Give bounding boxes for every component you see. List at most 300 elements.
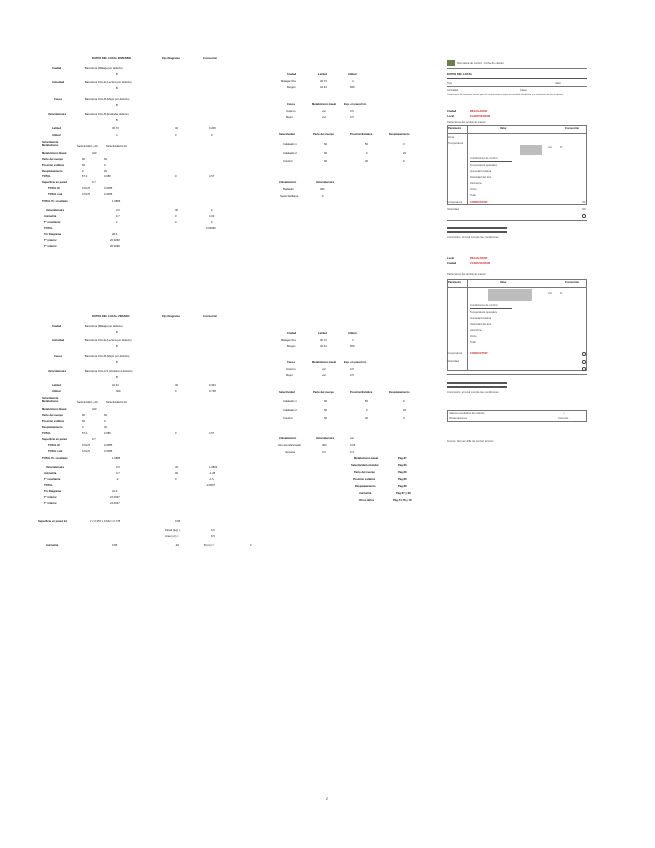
form-cell: Condiciones de confort — [470, 304, 498, 307]
section2-heading: DATOS DEL LOCAL VERANO — [92, 315, 130, 318]
form-line: Tipo — [447, 82, 453, 85]
cell: Málaga Orta — [281, 80, 296, 83]
row-value: 0 — [175, 215, 177, 218]
cell: 20 — [403, 152, 406, 155]
row-value: 0.0085 — [104, 444, 113, 447]
row-value: 60 — [82, 158, 85, 161]
col-header: Latitud — [318, 332, 327, 335]
cell: 929 — [350, 86, 355, 89]
row-value: 90 — [175, 472, 178, 475]
cell: 36.73 — [320, 339, 327, 342]
row-value: 0.0085 — [104, 193, 113, 196]
form-cell: Otros — [470, 188, 477, 191]
row-value: 4.57 — [209, 432, 215, 435]
col-header: Velocidad aire — [316, 181, 335, 184]
col-header: Latitud — [318, 73, 327, 76]
row-value: -1.5 — [209, 478, 214, 481]
row-value: -0.0067 — [206, 484, 216, 487]
bottom-val: 0.6 — [211, 529, 215, 532]
cell: 0 — [403, 143, 405, 146]
cell: Radiador — [283, 188, 294, 191]
form-cell: Otros — [470, 335, 477, 338]
row-label: TOTAL — [42, 175, 51, 178]
cell: 60 — [324, 160, 327, 163]
cell: 0 — [366, 409, 368, 412]
row-label: T° interior — [44, 245, 57, 248]
cell: 50 — [365, 143, 368, 146]
cell: 60 — [324, 152, 327, 155]
col-header: Posición/Estática — [350, 391, 373, 394]
form-red-label: CLIMATIZADOR — [470, 262, 491, 265]
row-value: Selectividad A Alt. — [106, 401, 128, 404]
row-value: 1.0886 — [112, 200, 121, 203]
row-label: TOTAL Pr. resultado — [42, 457, 68, 460]
form-line: Actividad — [447, 89, 458, 92]
row-value: 0 — [211, 134, 213, 137]
form-red-label: CLIMATIZADOR — [470, 115, 491, 118]
ref-label: Parte del cuerpo — [354, 471, 376, 474]
form-line: Ciudad — [447, 110, 457, 113]
row-value: 0.086 — [104, 432, 111, 435]
row-label: Posición estática — [42, 420, 64, 423]
cell: 0.5 — [350, 374, 354, 377]
row-value: 0.7 — [92, 181, 96, 184]
row-value: 0.738 — [209, 390, 216, 393]
row-value: Barcelona (Málaga por defecto) — [85, 325, 123, 328]
col-header: Casos — [287, 361, 296, 364]
section1-heading: DATOS DEL LOCAL INVIERNO — [92, 57, 131, 60]
col-header: Esp. en pared int. — [344, 103, 367, 106]
form-cell: Parámetro — [448, 281, 462, 284]
form-cell: Velocidad — [447, 208, 459, 211]
cell: Caldeado 2 — [283, 409, 297, 412]
ref-label: Otros datos — [359, 499, 375, 502]
cell: Comfort — [283, 160, 293, 163]
cell: 0.0 — [322, 451, 326, 454]
row-label: TOTAL M — [48, 187, 60, 190]
logo-icon — [447, 60, 455, 66]
row-value: 0.7 — [116, 215, 120, 218]
col-header: Altitud — [348, 332, 357, 335]
row-value: 0 — [104, 420, 106, 423]
row-label: TOTAL M — [48, 444, 60, 447]
ref-page: Pag.66 — [398, 471, 407, 474]
row-value: 57.0 — [82, 432, 88, 435]
row-value: 60 — [104, 414, 107, 417]
form-cell: val — [548, 292, 552, 295]
row-value: Selectividad + Alt. — [77, 401, 99, 404]
cell: 4 — [352, 339, 354, 342]
row-value: 0.7 — [116, 472, 120, 475]
form-red-label: CONDUCTOR — [470, 352, 488, 355]
row-value: -2 — [116, 478, 119, 481]
row-label: Altitud — [52, 134, 61, 137]
col-header: Metabolismo basal — [312, 361, 337, 364]
row-label: Metabolismo Basal — [42, 408, 67, 411]
row-label: Parte del cuerpo — [42, 414, 64, 417]
row-label: Velocidad aire — [48, 113, 67, 116]
row-label: Posición estática — [42, 164, 64, 167]
cell: 60 — [324, 143, 327, 146]
row-value: B — [116, 119, 118, 122]
ref-page: Pag.68 — [398, 485, 407, 488]
cell: 300 — [320, 188, 325, 191]
row-label: Asimetría — [44, 472, 57, 475]
col-header: Esp. en pared int. — [344, 361, 367, 364]
form-title: Normativa de confort - Ficha de cálculo — [457, 62, 504, 65]
cell: 300 — [322, 444, 327, 447]
row-value: 24.0067 — [110, 496, 120, 499]
ref-label: Metabolismo basal — [354, 457, 379, 460]
row-value: 2 — [116, 221, 118, 224]
section1-col-fijo: Fijo Diagrama — [162, 57, 180, 60]
form-cell: Velocidad del aire — [470, 176, 492, 179]
cell: Ventana — [285, 451, 295, 454]
ref-label: Selectividad estándar — [351, 464, 379, 467]
status-circle-icon — [582, 214, 586, 218]
cell: Burgos — [287, 345, 296, 348]
form-red-label: REGULADOR — [470, 110, 488, 113]
row-label: Asimetría — [44, 215, 57, 218]
row-label: Parte del cuerpo — [42, 158, 64, 161]
cell: 36.73 — [320, 80, 327, 83]
row-value: Barcelona Ocio B (Mejor por defecto) — [85, 98, 130, 101]
form-cell: Humedad relativa — [470, 317, 492, 320]
cell: 0 — [403, 417, 405, 420]
cell: Suelo Radiante — [280, 195, 299, 198]
row-label: T/o Diagrama — [44, 490, 62, 493]
cell: 42.34 — [320, 86, 327, 89]
row-label: T° interior — [44, 496, 57, 499]
row-label: Desplazamiento — [42, 170, 63, 173]
row-label: T° resultante — [44, 221, 61, 224]
col-header: Metabolismo basal — [312, 103, 337, 106]
row-label: Altitud — [52, 390, 61, 393]
status-circle-icon — [582, 352, 586, 356]
row-value: 0.0085 — [104, 187, 113, 190]
row-value: 0 — [175, 134, 177, 137]
form-line: Parámetros del ambiente interior — [447, 121, 486, 124]
cell: 20 — [403, 409, 406, 412]
form-cell: Total — [470, 341, 476, 344]
row-value: 42.34 — [112, 384, 119, 387]
bottom-label-2: Asimetría — [46, 544, 59, 547]
row-value: 420 — [92, 408, 97, 411]
row-label: Desplazamiento — [42, 426, 63, 429]
cell: 0.6 — [350, 368, 354, 371]
form-line: DATOS DEL LOCAL — [447, 73, 473, 76]
form-cell: Corrección — [565, 281, 580, 284]
row-label: TOTAL — [42, 432, 51, 435]
ref-page: Pag.74-78 y 79 — [393, 499, 412, 502]
row-label: Latitud — [52, 127, 61, 130]
cell: Aire acondicionado — [278, 444, 301, 447]
cell: 0 — [403, 400, 405, 403]
form-line: Local — [447, 115, 455, 118]
row-label: T/o Diagrama — [44, 233, 62, 236]
row-value: 0 — [175, 221, 177, 224]
bottom-val: 0.5 — [211, 535, 215, 538]
bottom-val: 0.86 — [175, 520, 181, 523]
bottom-val: 0.86 — [112, 544, 118, 547]
cell: val — [322, 374, 326, 377]
cell: 60 — [324, 409, 327, 412]
row-value: 0.5x70 — [82, 187, 91, 190]
form-line: ✓ — [563, 412, 566, 415]
row-label: TOTAL real — [48, 450, 63, 453]
row-value: 0.00 — [209, 215, 215, 218]
row-value: 0 — [82, 426, 84, 429]
form-cell: Zona — [448, 136, 455, 139]
row-value: Barcelona Ocio A S (Ventana a defecto) — [85, 370, 133, 373]
cell: 0 — [403, 160, 405, 163]
col-header: Desplazamiento — [389, 391, 410, 394]
bottom-val: B (m²) = — [204, 544, 214, 547]
cell: 4 — [352, 80, 354, 83]
row-value: 0.0085 — [104, 450, 113, 453]
row-value: 0 — [175, 478, 177, 481]
cell: 60 — [324, 400, 327, 403]
form-cell: Humedad relativa — [470, 170, 492, 173]
col-header: Selectividad — [279, 391, 295, 394]
row-value: 57.0 — [82, 175, 88, 178]
row-label: Latitud — [52, 384, 61, 387]
row-value: 24.0 — [112, 490, 118, 493]
row-value: B — [116, 345, 118, 348]
row-value: 26.0068 — [110, 245, 120, 248]
row-value: 0.7 — [92, 438, 96, 441]
row-label: T° interior — [44, 502, 57, 505]
col-header: Parte del cuerpo — [313, 391, 335, 394]
ref-page: Pag.67 — [398, 457, 407, 460]
row-value: Barcelona Ocio B (Mejor por defecto) — [85, 355, 130, 358]
col-header: Climatización — [279, 437, 297, 440]
cell: Caldeado 2 — [283, 152, 297, 155]
cell: 42.34 — [320, 345, 327, 348]
row-value: 929 — [116, 390, 121, 393]
cell: Mejor — [286, 116, 293, 119]
ref-page: Pag.66 — [398, 478, 407, 481]
row-value: 0 — [175, 175, 177, 178]
row-value: 0.0 — [116, 209, 120, 212]
row-value: 0 — [104, 164, 106, 167]
row-label: Superficie en pared — [42, 181, 67, 184]
row-value: 0.5x70 — [82, 444, 91, 447]
form-red-label: REGULADOR — [470, 257, 488, 260]
bottom-label-1: Superficie en pared int. — [38, 520, 68, 523]
form-line: Correcto — [558, 417, 569, 420]
row-value: 4 — [116, 134, 118, 137]
row-label: Superficie en pared — [42, 438, 67, 441]
row-value: 0 — [211, 221, 213, 224]
cell: 50 — [365, 400, 368, 403]
row-value: 420 — [92, 152, 97, 155]
row-value: 36.73 — [112, 127, 119, 130]
row-value: 60 — [82, 414, 85, 417]
row-value: Barcelona (Málaga por defecto) — [85, 67, 123, 70]
cell: 929 — [350, 345, 355, 348]
cell: val — [350, 437, 354, 440]
row-value: B — [116, 87, 118, 90]
row-value: B — [116, 361, 118, 364]
form-cell: Valor — [500, 127, 507, 130]
row-value: 26.0068 — [110, 239, 120, 242]
row-label: Ciudad — [52, 67, 62, 70]
row-value: 40 — [175, 209, 178, 212]
form-cell: Condiciones de confort — [470, 157, 498, 160]
form-line: Parámetros del ambiente interior — [447, 273, 486, 276]
status-circle-icon — [582, 367, 586, 371]
form-line: Conclusión: el local cumple las condiciones — [447, 391, 499, 394]
section1-col-correccion: Corrección — [203, 57, 218, 60]
row-value: 0.086 — [104, 175, 111, 178]
page-number: 2 — [326, 797, 328, 801]
cell: val — [322, 368, 326, 371]
status-circle-icon — [582, 360, 586, 364]
row-value: B — [116, 331, 118, 334]
row-value: 28.6 — [112, 233, 118, 236]
row-value: 0.5x70 — [82, 450, 91, 453]
form-cell: Total — [470, 194, 476, 197]
form-cell: Temperatura — [448, 142, 464, 145]
form-cell: Valor — [500, 281, 507, 284]
row-value: 50 — [82, 164, 85, 167]
col-header: Altitud — [348, 73, 357, 76]
col-header: Ciudad — [287, 73, 297, 76]
form-cell: % — [560, 292, 563, 295]
form-table — [447, 125, 587, 205]
row-value: B — [116, 73, 118, 76]
form-cell: OK — [582, 201, 586, 204]
row-value: 4.57 — [209, 175, 215, 178]
cell: Mejor — [286, 374, 293, 377]
form-paragraph: Condiciones del ambiente interior para el confort térmico según la actividad metabólica y la vestimenta de los ocupantes — [447, 94, 564, 96]
form-line: Conclusión: el local cumple las condiciones — [447, 236, 499, 239]
cell: Comfort — [283, 417, 293, 420]
row-value: 0.205 — [209, 127, 216, 130]
cell: 20 — [365, 417, 368, 420]
form-shaded-cell — [488, 289, 532, 301]
row-value: 0.0 — [116, 466, 120, 469]
row-label: Actividad — [52, 339, 65, 342]
cell: 0 — [322, 195, 324, 198]
row-label: Velocidad aire — [48, 370, 67, 373]
form-red-label: CONDUCTOR — [470, 201, 488, 204]
cell: Invierno — [286, 110, 296, 113]
cell: Caldeado 1 — [283, 143, 297, 146]
col-header: Casos — [287, 103, 296, 106]
row-value: 0 — [211, 209, 213, 212]
form-line: Valor — [555, 82, 562, 85]
row-value: 0.5x70 — [82, 193, 91, 196]
row-value: Selectividad A Alt. — [106, 145, 128, 148]
row-label: TOTAL real — [48, 193, 63, 196]
row-label: Casos — [54, 98, 63, 101]
cell: 0.05 — [350, 444, 356, 447]
row-label: Velocidad aire — [46, 209, 65, 212]
row-label: TOTAL — [44, 227, 53, 230]
cell: 60 — [324, 417, 327, 420]
row-value: 40 — [175, 384, 178, 387]
row-value: 1.0804 — [209, 466, 218, 469]
section2-col-correccion: Corrección — [203, 315, 218, 318]
row-value: -1.28 — [209, 472, 216, 475]
row-value: B — [116, 376, 118, 379]
cell: 0.3 — [350, 451, 354, 454]
row-label: TOTAL Pr. resultado — [42, 200, 68, 203]
row-label: T° interior — [44, 239, 57, 242]
row-value: 0 — [175, 390, 177, 393]
row-value: 0.00060 — [206, 227, 216, 230]
form-cell: Parámetro — [448, 127, 462, 130]
col-header: Velocidad aire — [316, 437, 335, 440]
col-header: Selectividad — [279, 133, 295, 136]
row-value: 0 — [175, 432, 177, 435]
row-label: Velocidad de Metabolismo — [42, 397, 59, 403]
row-label: Actividad — [52, 81, 65, 84]
row-value: 60 — [104, 158, 107, 161]
cell: Caldeado 1 — [283, 400, 297, 403]
form-cell: Temperatura operativa — [470, 311, 497, 314]
row-value: Selectividad + Alt. — [77, 145, 99, 148]
form-line: Clase — [520, 89, 527, 92]
row-value: B — [116, 104, 118, 107]
cell: 0 — [366, 152, 368, 155]
row-value: 20 — [104, 170, 107, 173]
form-cell: Asimetría — [470, 329, 482, 332]
ref-page: Pag.66 — [398, 464, 407, 467]
cell: Málaga Orta — [281, 339, 296, 342]
form-cell: OK — [582, 208, 586, 211]
form-cell: % — [560, 146, 563, 149]
form-cell: val — [548, 146, 552, 149]
row-value: 50 — [82, 420, 85, 423]
row-value: 40 — [175, 466, 178, 469]
form-cell: Temperatura — [447, 201, 463, 204]
row-label: Velocidad aire — [46, 466, 65, 469]
row-value: Barcelona Ocio B (Estándar defecto) — [85, 113, 129, 116]
row-label: T° resultante — [44, 478, 61, 481]
ref-page: Pag.67 y 68 — [396, 492, 411, 495]
row-value: Barcelona Ocio E (Lectura por defecto) — [85, 339, 132, 342]
form-line: Valores resultados del cálculo — [449, 412, 485, 415]
ref-label: Desplazamiento — [355, 485, 376, 488]
form-cell: Velocidad — [447, 360, 459, 363]
row-label: TOTAL — [44, 484, 53, 487]
row-value: 24.0067 — [110, 502, 120, 505]
cell: 0.6 — [350, 110, 354, 113]
form-shaded-cell — [520, 145, 542, 155]
ref-label: Posición estática — [353, 478, 375, 481]
cell: Burgos — [287, 86, 296, 89]
col-header: Posición/Estática — [350, 133, 373, 136]
bottom-formula: 2 x 0,357 x 0,622 x 0,778 — [90, 520, 121, 523]
ref-label: Asimetría — [359, 492, 372, 495]
form-line: Fuente: Norma UNE de confort térmico — [447, 440, 494, 443]
cell: Invierno — [286, 368, 296, 371]
form-cell: Corrección — [565, 127, 580, 130]
form-line: Observaciones — [449, 417, 467, 420]
row-value: 0 — [82, 170, 84, 173]
cell: val — [322, 110, 326, 113]
row-label: Metabolismo Basal — [42, 152, 67, 155]
bottom-val: Área (m²) = — [165, 535, 179, 538]
col-header: Parte del cuerpo — [313, 133, 335, 136]
bottom-val: 2 — [250, 544, 252, 547]
form-cell: Asimetría — [470, 182, 482, 185]
cell: val — [322, 116, 326, 119]
row-value: Barcelona Ocio E (Lectura por defecto) — [85, 81, 132, 84]
